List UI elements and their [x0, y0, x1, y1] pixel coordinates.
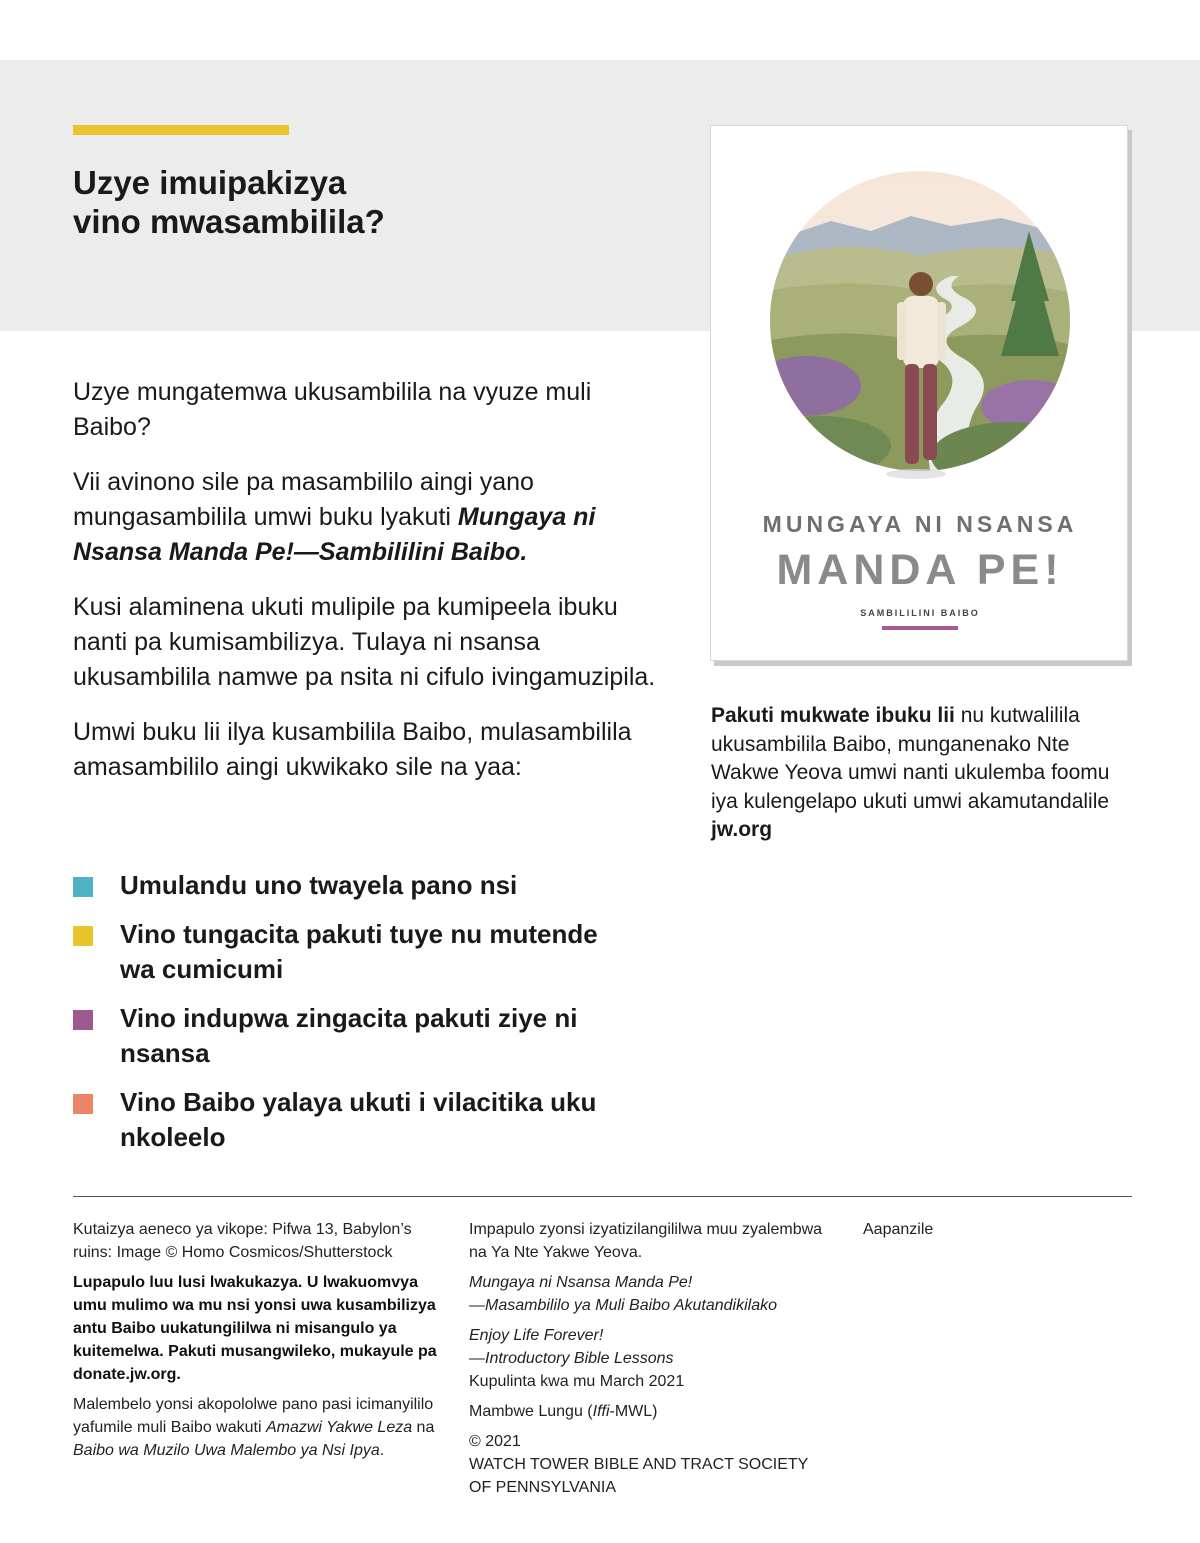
list-item [73, 868, 633, 903]
local-title-line-1: Mungaya ni Nsansa Manda Pe! [469, 1274, 693, 1291]
donation-note [73, 1271, 438, 1386]
bullet-square-icon [73, 877, 93, 897]
footer-divider [73, 1196, 1132, 1197]
english-title-line-1: Enjoy Life Forever! [469, 1327, 604, 1344]
distributor-label: Aapanzile [863, 1221, 934, 1238]
list-item-text: Vino indupwa zingacita pakuti ziye ni nsansa [120, 1003, 578, 1068]
language-code [469, 1400, 839, 1423]
cover-title-line-1: MUNGAYA NI NSANSA [762, 511, 1078, 537]
book-cover [710, 125, 1128, 661]
local-title [469, 1271, 839, 1317]
request-body: nu kutwalilila ukusambilila Baibo, munganenako Nte Wakwe Yeova umwi nanti ukulemba foomu iya kulengelapo ukuti umwi akamutandalile [711, 704, 1110, 813]
bible-name-1: Amazwi Yakwe Leza [265, 1419, 413, 1436]
cover-illustration [711, 126, 1129, 506]
english-title [469, 1324, 839, 1393]
cover-accent-line [882, 626, 958, 630]
language-code-prefix: Iffi [592, 1403, 610, 1420]
bullet-square-icon [73, 1010, 93, 1030]
title-line-2: vino mwasambilila? [73, 203, 385, 240]
intro-paragraph-2-text: Vii avinono sile pa masambililo aingi yano mungasambilila umwi buku lyakuti [73, 468, 534, 531]
intro-paragraph-2 [73, 465, 673, 570]
list-item [73, 1001, 633, 1071]
image-credits: Kutaizya aeneco ya vikope: Pifwa 13, Babylon’s ruins: Image © Homo Cosmicos/Shutterstock [73, 1221, 412, 1261]
language-name: Mambwe Lungu ( [469, 1403, 593, 1420]
request-lead: Pakuti mukwate ibuku lii [711, 704, 955, 727]
bullet-square-icon [73, 1094, 93, 1114]
quote-note-end: . [379, 1442, 385, 1459]
language-code-suffix: -MWL) [609, 1403, 658, 1420]
list-item-text: Umulandu uno twayela pano nsi [120, 870, 518, 900]
society-line-1: WATCH TOWER BIBLE AND TRACT SOCIETY [469, 1456, 809, 1473]
bible-name-2: Baibo wa Muzilo Uwa Malembo ya Nsi Ipya [73, 1442, 380, 1459]
list-item [73, 917, 633, 987]
list-item-text: Vino Baibo yalaya ukuti i vilacitika uku nkoleelo [120, 1087, 597, 1152]
cover-title-line-2: MANDA PE! [776, 546, 1064, 594]
society-line-2: OF PENNSYLVANIA [469, 1479, 616, 1496]
book-title: Mungaya ni Nsansa Manda Pe!—Sambililini Baibo. [73, 503, 596, 566]
bible-quote-note [73, 1393, 438, 1462]
list-item [73, 1085, 633, 1155]
donation-note-text: Lupapulo luu lusi lwakukazya. U lwakuomvya umu mulimo wa mu nsi yonsi uwa kusambilizya antu Baibo uukatungililwa ni misangulo ya kuitemelwa. Pakuti musangwileko, mukayule pa donate.jw.org. [73, 1274, 437, 1383]
intro-paragraph-1: Uzye mungatemwa ukusambilila na vyuze muli Baibo? [73, 378, 592, 441]
website-link[interactable]: jw.org [711, 818, 773, 841]
title-line-1: Uzye imuipakizya [73, 164, 347, 201]
local-title-line-2: —Masambililo ya Muli Baibo Akutandikilako [469, 1297, 777, 1314]
intro-paragraph-3: Kusi alaminena ukuti mulipile pa kumipeela ibuku nanti pa kumisambilizya. Tulaya ni nsansa ukusambilila namwe pa nsita ni cifulo ivingamuzipila. [73, 593, 656, 691]
publisher-note: Impapulo zyonsi izyatizilangililwa muu zyalembwa na Ya Nte Yakwe Yeova. [469, 1221, 823, 1261]
print-date: Kupulinta kwa mu March 2021 [469, 1373, 685, 1390]
intro-text [73, 375, 673, 805]
accent-bar [73, 125, 289, 135]
quote-note-start: Malembelo yonsi akopololwe pano pasi icimanyililo yafumile muli Baibo wakuti [73, 1396, 434, 1436]
list-item-text: Vino tungacita pakuti tuye nu mutende wa cumicumi [120, 919, 598, 984]
copyright-year: © 2021 [469, 1433, 521, 1450]
footer-column-3 [863, 1218, 1063, 1248]
bullet-square-icon [73, 926, 93, 946]
intro-paragraph-4: Umwi buku lii ilya kusambilila Baibo, mulasambilila amasambililo aingi ukwikako sile na yaa: [73, 718, 632, 781]
copyright [469, 1430, 839, 1499]
footer-column-2 [469, 1218, 839, 1506]
english-title-line-2: —Introductory Bible Lessons [469, 1350, 674, 1367]
quote-note-mid: na [412, 1419, 435, 1436]
cover-subtitle: SAMBILILINI BAIBO [860, 608, 980, 618]
footer-column-1 [73, 1218, 438, 1469]
request-book-text [711, 702, 1131, 845]
lesson-list [73, 868, 633, 1169]
page-title [73, 163, 633, 241]
